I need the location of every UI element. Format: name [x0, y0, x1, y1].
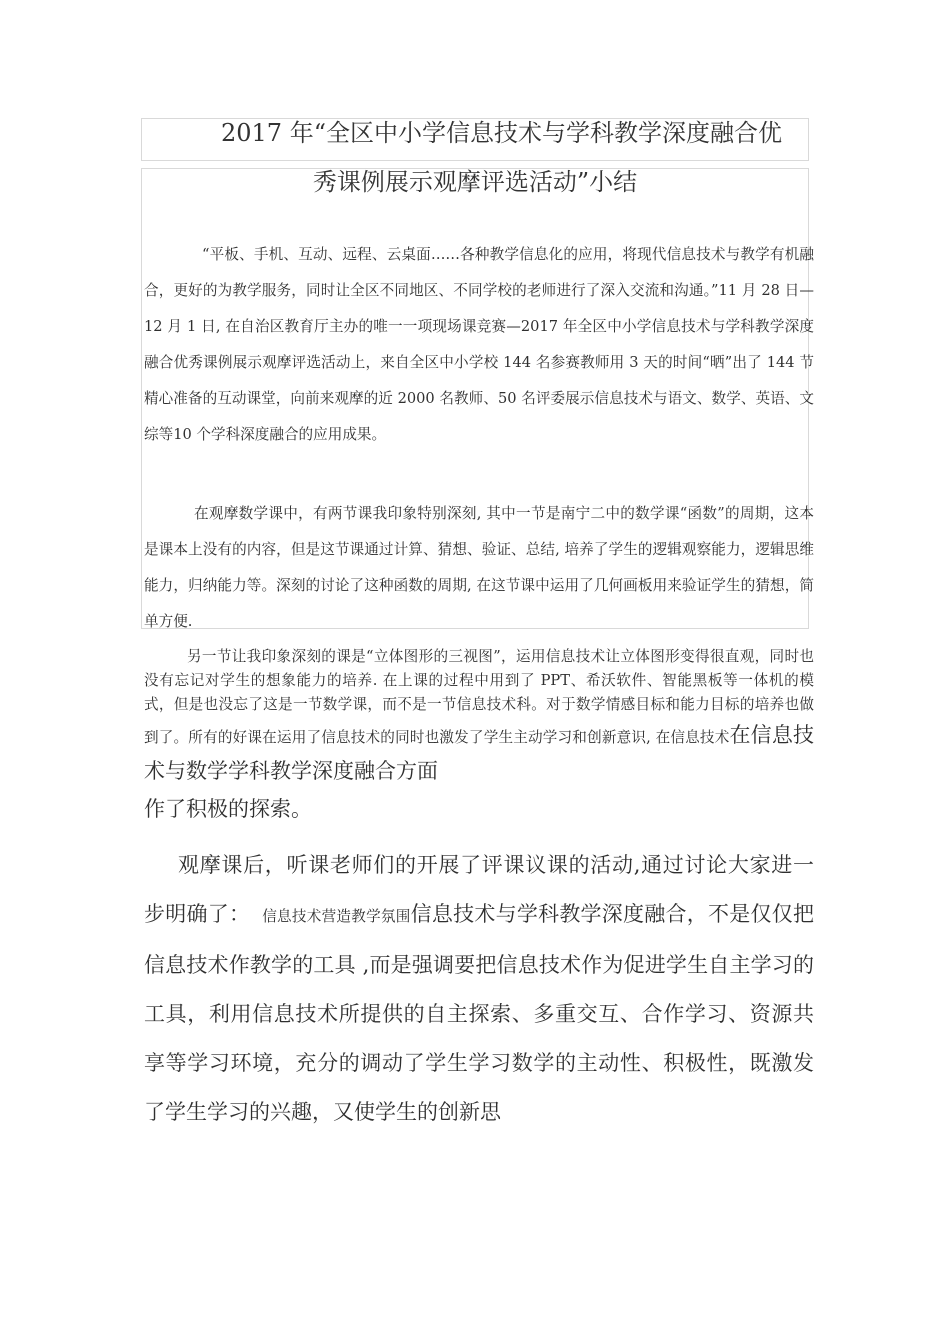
paragraph-three-views-tail: 作了积极的探索。 — [144, 797, 312, 821]
paragraph-three-views-small-text: 另一节让我印象深刻的课是“立体图形的三视图”，运用信息技术让立体图形变得很直观，同时也没有忘记对学生的想象能力的培养. 在上课的过程中用到了 PPT、希沃软件、智能黑板等一体机的模式，但是也没忘了这是一节数学课，而不是一节信息技术科。对于数学情感目标和能力目标的培养也做到了。所有的好课在运用了信息技术的同时也激发了学生主动学习和创新意识, 在信息技术 — [144, 648, 814, 746]
paragraph-discussion — [144, 841, 814, 1137]
paragraph-function-lesson: 在观摩数学课中，有两节课我印象特别深刻, 其中一节是南宁二中的数学课“函数”的周期，这本是课本上没有的内容，但是这节课通过计算、猜想、验证、总结, 培养了学生的逻辑观察能力，逻辑思维能力，归纳能力等。深刻的讨论了这种函数的周期, 在这节课中运用了几何画板用来验证学生的猜想，简单方便. — [144, 505, 814, 630]
page-title-line1: 2017 年“全区中小学信息技术与学科教学深度融合优 — [221, 119, 782, 147]
paragraph-discussion-body: 信息技术与学科教学深度融合，不是仅仅把信息技术作教学的工具 ,而是强调要把信息技术作为促进学生自主学习的工具，利用信息技术所提供的自主探索、多重交互、合作学习、资源共享等学习环境，充分的调动了学生学习数学的主动性、积极性，既激发了学生学习的兴趣，又使学生的创新思 — [144, 902, 814, 1124]
page-title-line2: 秀课例展示观摩评选活动”小结 — [312, 168, 638, 196]
paragraph-three-views-lesson — [144, 645, 814, 827]
paragraph-discussion-inline-note: 信息技术营造教学氛围 — [262, 908, 411, 925]
paragraph-discussion-lead: 观摩课后，听课老师们的开展了评课议课的活动,通过讨论大家进一步明确了： — [144, 853, 814, 926]
paragraph-three-views-large-text: 在信息技术与数学学科教学深度融合方面 — [144, 723, 814, 783]
paragraph-intro: “平板、手机、互动、远程、云桌面……各种教学信息化的应用，将现代信息技术与教学有机融合，更好的为教学服务，同时让全区不同地区、不同学校的老师进行了深入交流和沟通。”11 月 28 日—12 月 1 日, 在自治区教育厅主办的唯一一项现场课竞赛—2017 年全区中小学信息技术与学科教学深度融合优秀课例展示观摩评选活动上，来自全区中小学校 144 名参赛教师用 3 天的时间“晒”出了 144 节精心准备的互动课堂，向前来观摩的近 2000 名教师、50 名评委展示信息技术与语文、数学、英语、文综等10 个学科深度融合的应用成果。 — [144, 246, 814, 443]
